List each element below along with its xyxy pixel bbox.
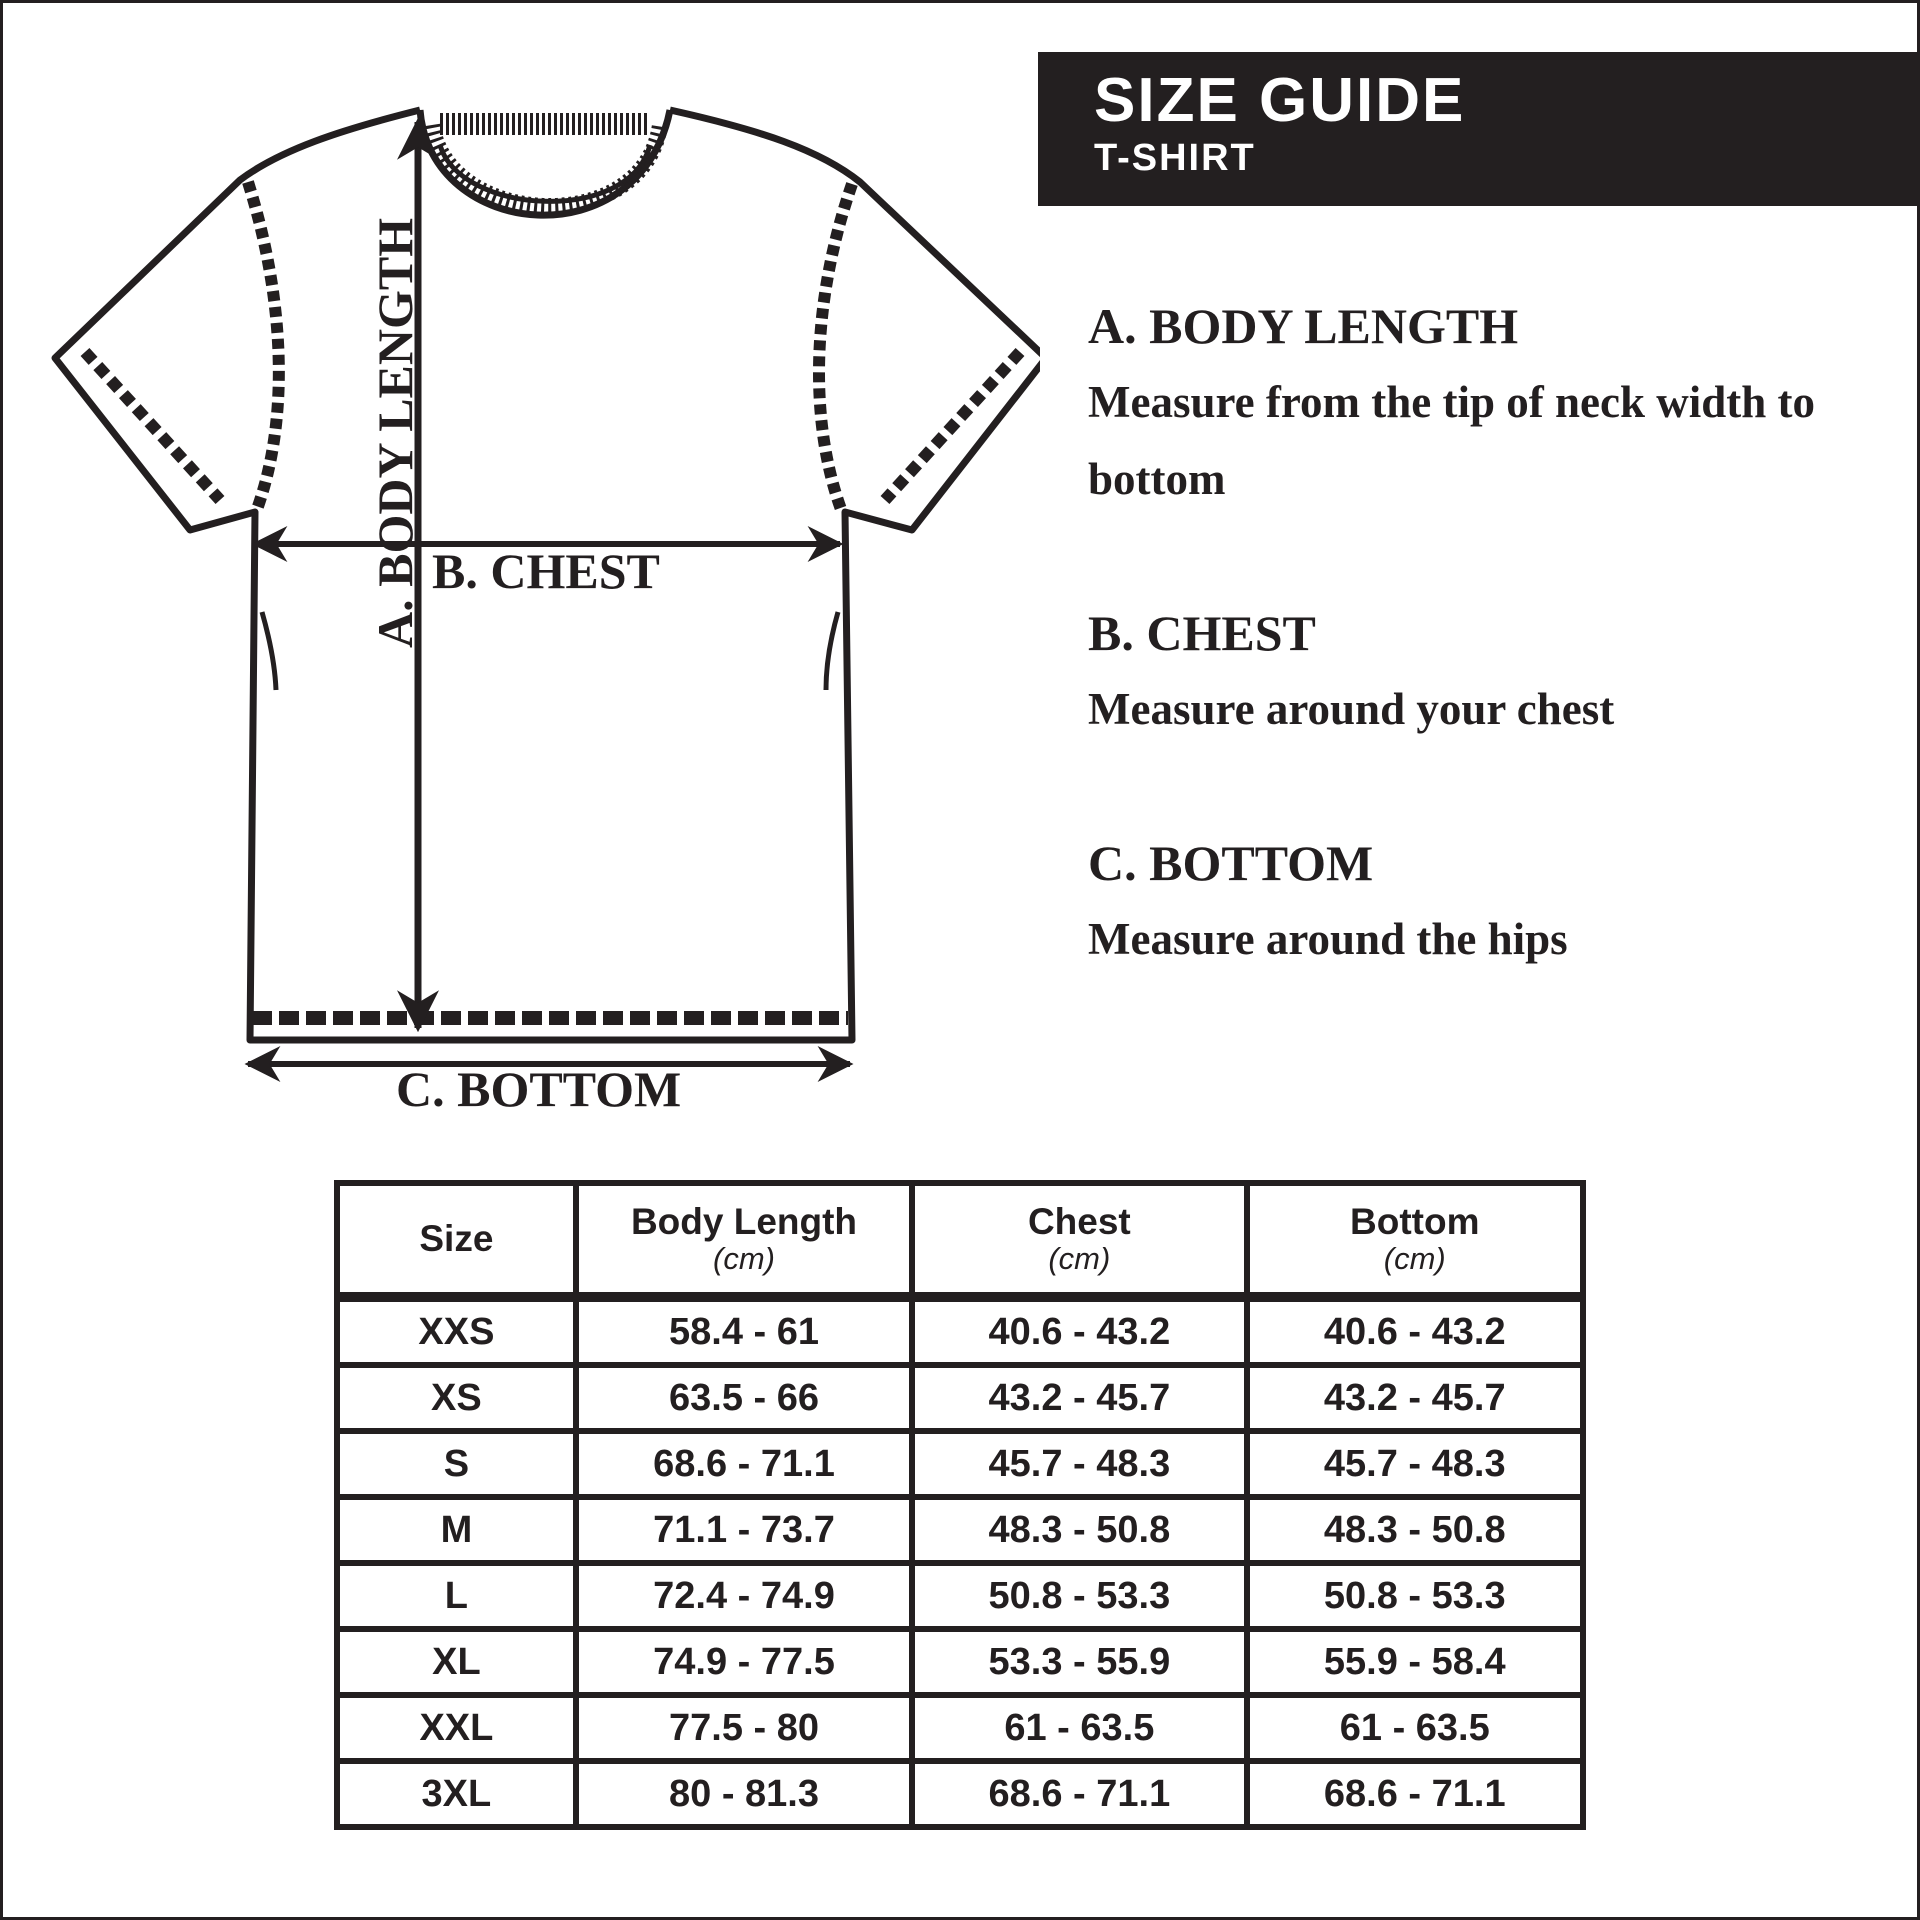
body-length-cell: 74.9 - 77.5 (576, 1629, 912, 1695)
header-label: Bottom (1350, 1201, 1480, 1242)
body-length-cell: 72.4 - 74.9 (576, 1563, 912, 1629)
size-cell: S (337, 1431, 576, 1497)
table-row (337, 1629, 1583, 1695)
header-label: Size (419, 1218, 494, 1259)
table-row (337, 1761, 1583, 1827)
table-row (337, 1365, 1583, 1431)
chest-cell: 45.7 - 48.3 (912, 1431, 1246, 1497)
bottom-description (1088, 833, 1898, 978)
chest-cell: 68.6 - 71.1 (912, 1761, 1246, 1827)
page-subtitle: T-SHIRT (1094, 137, 1256, 179)
right-armhole-seam (819, 184, 852, 512)
table-header-row (337, 1183, 1583, 1297)
body-length-description (1088, 296, 1898, 518)
size-cell: M (337, 1497, 576, 1563)
header-unit: (cm) (713, 1241, 775, 1276)
chest-cell: 50.8 - 53.3 (912, 1563, 1246, 1629)
chest-cell: 43.2 - 45.7 (912, 1365, 1246, 1431)
description-text: Measure around the hips (1088, 914, 1568, 964)
chest-cell: 40.6 - 43.2 (912, 1297, 1246, 1365)
table-row (337, 1695, 1583, 1761)
header-label: Body Length (630, 1201, 858, 1242)
size-cell: L (337, 1563, 576, 1629)
bottom-cell: 45.7 - 48.3 (1247, 1431, 1584, 1497)
header-size (337, 1183, 576, 1297)
right-side-dart (826, 612, 838, 690)
bottom-cell: 61 - 63.5 (1247, 1695, 1584, 1761)
header-bottom (1247, 1183, 1584, 1297)
bottom-label: C. BOTTOM (396, 1061, 682, 1117)
left-armhole-seam (248, 182, 279, 512)
description-heading: A. BODY LENGTH (1088, 298, 1519, 354)
chest-cell: 61 - 63.5 (912, 1695, 1246, 1761)
body-length-cell: 63.5 - 66 (576, 1365, 912, 1431)
header-unit: (cm) (1048, 1241, 1111, 1276)
table-row (337, 1431, 1583, 1497)
description-heading: B. CHEST (1088, 605, 1316, 661)
table-row (337, 1497, 1583, 1563)
description-text: Measure around your chest (1088, 684, 1615, 734)
body-length-cell: 58.4 - 61 (576, 1297, 912, 1365)
size-table (334, 1180, 1586, 1830)
size-cell: XS (337, 1365, 576, 1431)
size-cell: XXS (337, 1297, 576, 1365)
description-text: Measure from the tip of neck width to bottom (1088, 377, 1816, 504)
bottom-cell: 40.6 - 43.2 (1247, 1297, 1584, 1365)
header-unit: (cm) (1383, 1241, 1446, 1276)
header-body-length (576, 1183, 912, 1297)
body-length-cell: 80 - 81.3 (576, 1761, 912, 1827)
body-length-cell: 71.1 - 73.7 (576, 1497, 912, 1563)
bottom-cell: 48.3 - 50.8 (1247, 1497, 1584, 1563)
size-cell: XXL (337, 1695, 576, 1761)
bottom-cell: 43.2 - 45.7 (1247, 1365, 1584, 1431)
body-length-cell: 68.6 - 71.1 (576, 1431, 912, 1497)
tshirt-diagram (0, 0, 1040, 1140)
size-cell: 3XL (337, 1761, 576, 1827)
description-heading: C. BOTTOM (1088, 835, 1374, 891)
left-side-dart (262, 612, 276, 690)
chest-label: B. CHEST (432, 543, 660, 599)
bottom-cell: 50.8 - 53.3 (1247, 1563, 1584, 1629)
chest-cell: 48.3 - 50.8 (912, 1497, 1246, 1563)
body-length-label: A. BODY LENGTH (367, 217, 423, 648)
size-guide-banner (1038, 52, 1920, 206)
chest-description (1088, 603, 1898, 748)
page-title: SIZE GUIDE (1094, 66, 1466, 135)
chest-cell: 53.3 - 55.9 (912, 1629, 1246, 1695)
size-cell: XL (337, 1629, 576, 1695)
bottom-cell: 55.9 - 58.4 (1247, 1629, 1584, 1695)
bottom-cell: 68.6 - 71.1 (1247, 1761, 1584, 1827)
table-row (337, 1563, 1583, 1629)
body-length-cell: 77.5 - 80 (576, 1695, 912, 1761)
table-row (337, 1297, 1583, 1365)
header-chest (912, 1183, 1246, 1297)
header-label: Chest (1027, 1201, 1131, 1242)
